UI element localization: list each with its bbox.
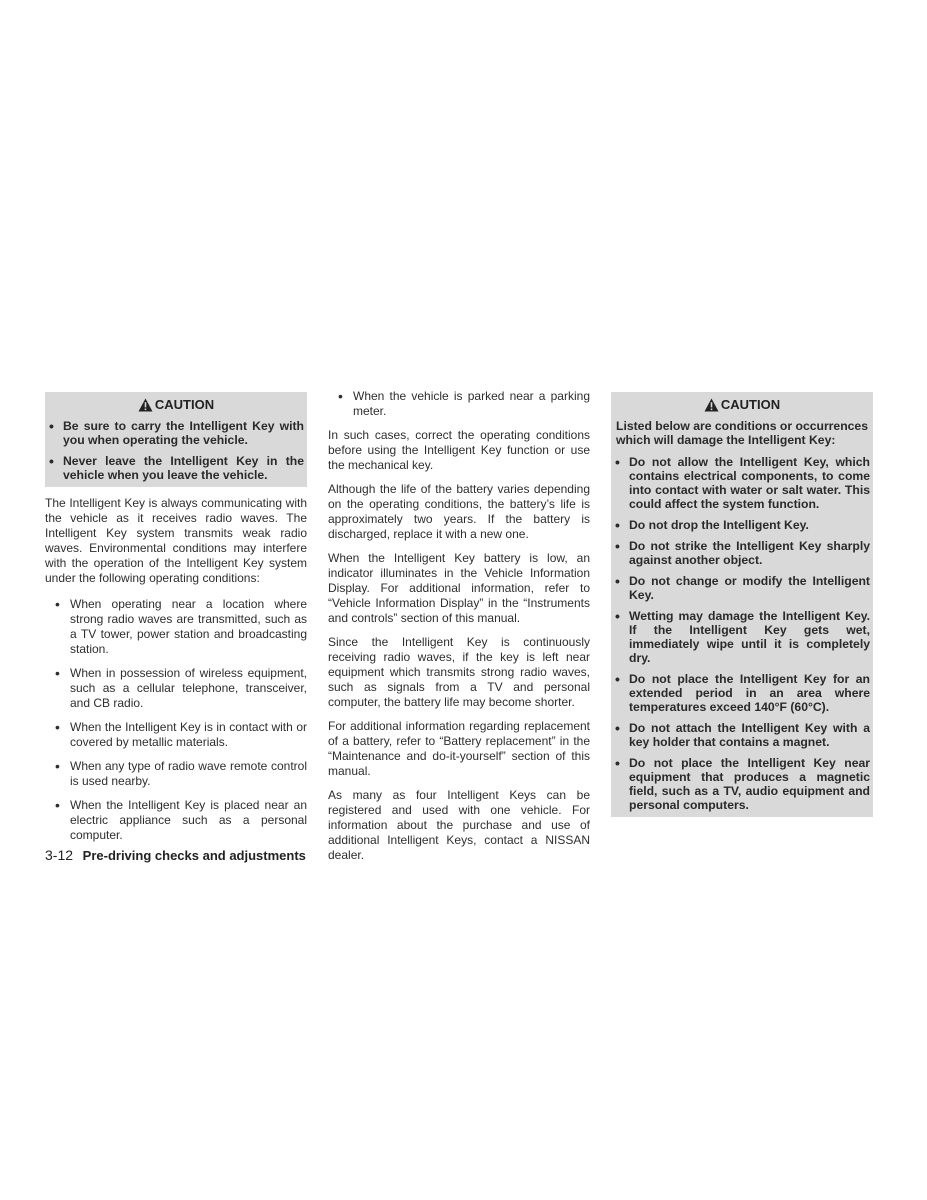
- caution-title: CAUTION: [720, 397, 781, 412]
- caution-item: • Be sure to carry the Intelligent Key with you when operating the vehicle.: [48, 419, 304, 447]
- caution-item: • Do not allow the Intelligent Key, which contains electrical components, to come into contact with water or salt water. This could affect the system function.: [614, 455, 870, 511]
- list-item: • When the vehicle is parked near a parking meter.: [328, 389, 590, 419]
- caution-list: [614, 455, 870, 812]
- caution-item: • Do not strike the Intelligent Key sharply against another object.: [614, 539, 870, 567]
- body-paragraph: When the Intelligent Key battery is low, an indicator illuminates in the Vehicle Information Display. For additional information, refer to “Vehicle Information Display” in the “Instruments and controls” section of this manual.: [328, 551, 590, 625]
- list-item: • When the Intelligent Key is in contact with or covered by metallic materials.: [45, 720, 307, 750]
- caution-intro: Listed below are conditions or occurrences which will damage the Intelligent Key:: [616, 419, 868, 447]
- body-paragraph: Since the Intelligent Key is continuously receiving radio waves, if the key is left near equipment which transmits strong radio waves, such as signals from a TV and personal computer, the battery life may become shorter.: [328, 635, 590, 709]
- body-paragraph: As many as four Intelligent Keys can be registered and used with one vehicle. For information about the purchase and use of additional Intelligent Keys, contact a NISSAN dealer.: [328, 788, 590, 862]
- caution-list: [48, 419, 304, 482]
- intro-paragraph: The Intelligent Key is always communicating with the vehicle as it receives radio waves. The Intelligent Key system transmits weak radio waves. Environmental conditions may interfere with the operation of the Intelligent Key system under the following operating conditions:: [45, 496, 307, 585]
- page-number: 3-12: [45, 847, 74, 863]
- list-item: • When operating near a location where strong radio waves are transmitted, such as a TV tower, power station and broadcasting station.: [45, 597, 307, 657]
- warning-triangle-icon: [704, 398, 719, 412]
- column-middle: [328, 389, 590, 872]
- caution-box: [611, 392, 873, 817]
- caution-box: [45, 392, 307, 487]
- column-left: [45, 392, 307, 852]
- caution-item: • Do not place the Intelligent Key for an extended period in an area where temperatures exceed 140°F (60°C).: [614, 672, 870, 714]
- caution-item: • Do not place the Intelligent Key near equipment that produces a magnetic field, such as a TV, audio equipment and personal computers.: [614, 756, 870, 812]
- conditions-list: [45, 597, 307, 843]
- warning-triangle-icon: [138, 398, 153, 412]
- column-right: [611, 392, 873, 817]
- caution-item: • Do not attach the Intelligent Key with a key holder that contains a magnet.: [614, 721, 870, 749]
- conditions-list-continued: [328, 389, 590, 419]
- caution-heading: [614, 397, 870, 413]
- section-title: Pre-driving checks and adjustments: [82, 848, 306, 863]
- caution-item: • Never leave the Intelligent Key in the vehicle when you leave the vehicle.: [48, 454, 304, 482]
- body-paragraph: In such cases, correct the operating conditions before using the Intelligent Key function or use the mechanical key.: [328, 428, 590, 472]
- body-paragraph: Although the life of the battery varies depending on the operating conditions, the battery’s life is approximately two years. If the battery is discharged, replace it with a new one.: [328, 482, 590, 541]
- body-paragraph: For additional information regarding replacement of a battery, refer to “Battery replacement” in the “Maintenance and do-it-yourself” section of this manual.: [328, 719, 590, 778]
- caution-title: CAUTION: [154, 397, 215, 412]
- caution-heading: [48, 397, 304, 413]
- caution-item: • Wetting may damage the Intelligent Key. If the Intelligent Key gets wet, immediately wipe until it is completely dry.: [614, 609, 870, 665]
- list-item: • When in possession of wireless equipment, such as a cellular telephone, transceiver, and CB radio.: [45, 666, 307, 711]
- list-item: • When any type of radio wave remote control is used nearby.: [45, 759, 307, 789]
- list-item: • When the Intelligent Key is placed near an electric appliance such as a personal computer.: [45, 798, 307, 843]
- caution-item: • Do not drop the Intelligent Key.: [614, 518, 870, 532]
- page-footer: [45, 846, 306, 865]
- caution-item: • Do not change or modify the Intelligent Key.: [614, 574, 870, 602]
